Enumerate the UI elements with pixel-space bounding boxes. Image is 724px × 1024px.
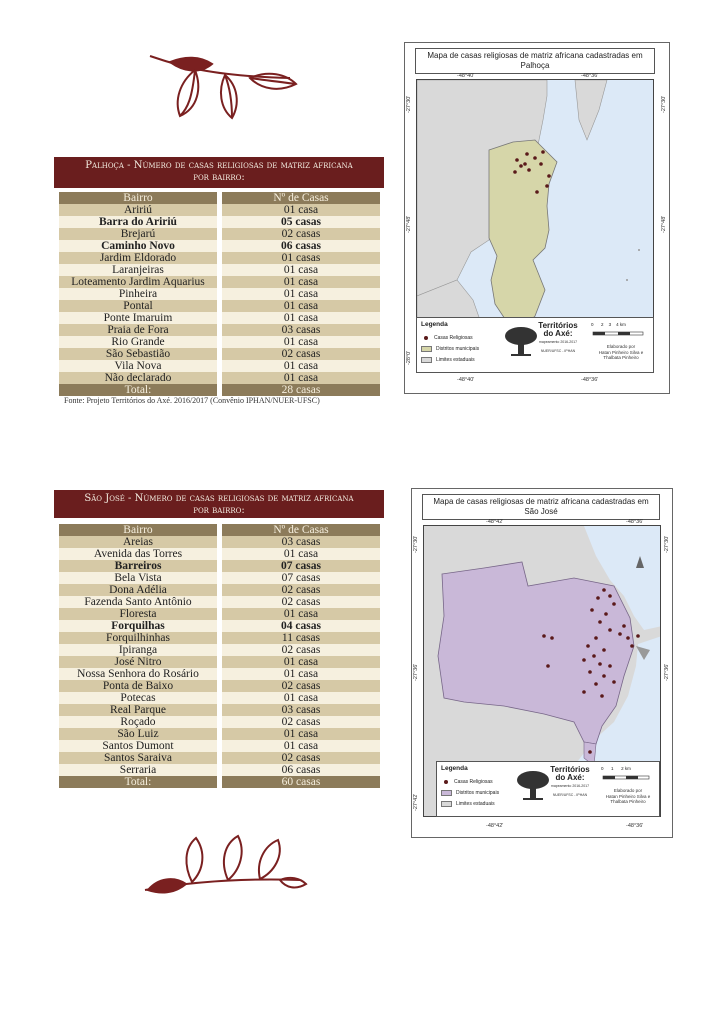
table-row: [59, 336, 380, 348]
credits-line2: Hatan Pinheiro Silva e: [605, 793, 651, 799]
palhoca-column-header: [59, 192, 380, 204]
casas-cell: 02 casas: [222, 596, 380, 608]
casas-cell: 07 casas: [222, 560, 380, 572]
house-point: [582, 690, 586, 694]
table-row: [59, 584, 380, 596]
casas-cell: 02 casas: [222, 752, 380, 764]
map-title-line2: São José: [524, 507, 558, 516]
saojose-legend: [436, 761, 660, 817]
brand-sub1: mapeamento 2016-2017: [538, 340, 578, 344]
bairro-cell: Aririú: [59, 204, 217, 216]
palhoca-map: [404, 42, 670, 394]
table-row: [59, 276, 380, 288]
lon-label-right-bottom: -48°36': [581, 377, 599, 383]
house-point: [612, 680, 616, 684]
table-row: [59, 740, 380, 752]
palhoca-table-header: [54, 157, 384, 188]
lat-label-top: -27°30': [406, 95, 412, 113]
casas-cell: 01 casa: [222, 608, 380, 620]
brand-line1: Territórios: [550, 765, 590, 774]
island-north: [575, 80, 607, 140]
table-row: [59, 288, 380, 300]
scale-tick: 1: [611, 766, 614, 771]
table-row: [59, 252, 380, 264]
legend-item-district: [421, 346, 479, 352]
table-row: [59, 752, 380, 764]
bairro-cell: Praia de Fora: [59, 324, 217, 336]
casas-cell: 01 casa: [222, 312, 380, 324]
casas-cell: 06 casas: [222, 240, 380, 252]
legend-item-district: [441, 790, 499, 796]
bairro-cell: Jardim Eldorado: [59, 252, 217, 264]
islet: [638, 249, 640, 251]
table-row: [59, 704, 380, 716]
bairro-cell: Brejarú: [59, 228, 217, 240]
house-point: [626, 636, 630, 640]
table-row: [59, 632, 380, 644]
lat-label-top-right: -27°30': [661, 95, 667, 113]
house-point: [542, 634, 546, 638]
house-point: [545, 184, 549, 188]
bairro-cell: São Luiz: [59, 728, 217, 740]
table-row: [59, 348, 380, 360]
casas-cell: 02 casas: [222, 348, 380, 360]
leaf-ornament-top: [140, 48, 300, 128]
casas-cell: 02 casas: [222, 644, 380, 656]
leaf-ornament-bottom: [140, 832, 310, 912]
lat-label-bottom: -28°0': [406, 350, 412, 365]
casas-cell: 06 casas: [222, 764, 380, 776]
scale-tick: 2 km: [621, 766, 631, 771]
palhoca-source-note: Fonte: Projeto Territórios do Axé. 2016/2017 (Convênio IPHAN/NUER-UFSC): [64, 396, 320, 405]
saojose-map: [411, 488, 673, 838]
map-credits: [597, 788, 659, 805]
district-swatch: [421, 346, 432, 352]
table-row: [59, 548, 380, 560]
lon-label-right-bottom: -48°36': [626, 823, 644, 829]
map-title-line1: Mapa de casas religiosas de matriz africana cadastradas em: [427, 51, 643, 60]
saojose-header-line2: por bairro:: [193, 505, 245, 516]
house-point: [622, 624, 626, 628]
table-row: [59, 656, 380, 668]
legend-item-limits: [421, 357, 475, 363]
brand-line2: do Axé:: [543, 329, 573, 338]
house-point: [547, 174, 551, 178]
house-point: [594, 636, 598, 640]
brand-name: [533, 322, 583, 338]
casas-cell: 03 casas: [222, 324, 380, 336]
casas-cell: 03 casas: [222, 704, 380, 716]
bairro-cell: Vila Nova: [59, 360, 217, 372]
column-header-casas: Nº de Casas: [222, 524, 380, 536]
lat-label-top: -27°30': [413, 535, 419, 553]
house-point: [608, 664, 612, 668]
column-header-bairro: Bairro: [59, 192, 217, 204]
legend-item-points: [421, 335, 473, 341]
table-row: [59, 572, 380, 584]
bairro-cell: Roçado: [59, 716, 217, 728]
casas-cell: 01 casa: [222, 656, 380, 668]
lon-label-left-bottom: -48°42': [486, 823, 504, 829]
house-point: [527, 168, 531, 172]
column-header-bairro: Bairro: [59, 524, 217, 536]
legend-item-points: [441, 779, 493, 785]
scale-tick: 4 km: [616, 322, 626, 327]
saojose-table-header: [54, 490, 384, 518]
house-point: [604, 612, 608, 616]
house-point: [519, 164, 523, 168]
brand-sub2: NUER/UFSC - IPHAN: [552, 793, 588, 797]
house-point: [598, 662, 602, 666]
saojose-map-title: [422, 494, 660, 520]
credits-line2: Hatan Pinheiro Silva e: [598, 349, 644, 355]
total-label: Total:: [59, 384, 217, 396]
bairro-cell: Barreiros: [59, 560, 217, 572]
lat-label-mid: -27°36': [413, 663, 419, 681]
scale-bar: [591, 328, 647, 336]
casas-cell: 01 casa: [222, 692, 380, 704]
legend-label: Distritos municipais: [436, 346, 480, 352]
house-point: [596, 596, 600, 600]
islet: [626, 279, 628, 281]
bairro-cell: Fazenda Santo Antônio: [59, 596, 217, 608]
legend-label: Casas Religiosas: [454, 779, 493, 785]
bairro-cell: Avenida das Torres: [59, 548, 217, 560]
brand-sub1: mapeamento 2016-2017: [550, 784, 590, 788]
bairro-cell: Laranjeiras: [59, 264, 217, 276]
scale-tick: 2: [601, 322, 604, 327]
saojose-column-header: [59, 524, 380, 536]
bairro-cell: Bela Vista: [59, 572, 217, 584]
bairro-cell: Forquilhas: [59, 620, 217, 632]
palhoca-district: [489, 140, 557, 334]
bairro-cell: Ponta de Baixo: [59, 680, 217, 692]
house-point: [541, 150, 545, 154]
bairro-cell: Pinheira: [59, 288, 217, 300]
house-point: [515, 158, 519, 162]
bairro-cell: Ipiranga: [59, 644, 217, 656]
bairro-cell: Forquilhinhas: [59, 632, 217, 644]
casas-cell: 01 casa: [222, 288, 380, 300]
lon-label-right: -48°36': [581, 73, 599, 79]
credits-line1: Elaborado por: [613, 788, 643, 793]
scale-labels: [601, 766, 657, 771]
house-point: [588, 670, 592, 674]
house-point: [550, 636, 554, 640]
bairro-cell: Serraria: [59, 764, 217, 776]
lat-label-top-right: -27°30': [664, 535, 670, 553]
table-row: [59, 228, 380, 240]
casas-cell: 01 casa: [222, 728, 380, 740]
scale-labels: [591, 322, 651, 327]
table-row: [59, 644, 380, 656]
bairro-cell: Floresta: [59, 608, 217, 620]
house-point: [533, 156, 537, 160]
bairro-cell: José Nitro: [59, 656, 217, 668]
casas-cell: 02 casas: [222, 584, 380, 596]
table-row: [59, 680, 380, 692]
casas-cell: 01 casa: [222, 300, 380, 312]
brand-line1: Territórios: [538, 321, 578, 330]
bairro-cell: São Sebastião: [59, 348, 217, 360]
table-row: [59, 560, 380, 572]
lat-label-mid: -27°48': [406, 215, 412, 233]
legend-label: Limites estaduais: [456, 801, 495, 807]
table-row: [59, 536, 380, 548]
bairro-cell: Pontal: [59, 300, 217, 312]
brand-sub2: NUER/UFSC - IPHAN: [540, 349, 576, 353]
house-point: [602, 588, 606, 592]
legend-label: Limites estaduais: [436, 357, 475, 363]
table-row: [59, 300, 380, 312]
bairro-cell: Caminho Novo: [59, 240, 217, 252]
casas-cell: 03 casas: [222, 536, 380, 548]
table-row: [59, 608, 380, 620]
table-row: [59, 360, 380, 372]
palhoca-legend: [416, 317, 654, 373]
house-point: [608, 594, 612, 598]
casas-cell: 01 casa: [222, 360, 380, 372]
lon-label-left: -48°42': [486, 519, 504, 525]
bairro-cell: Santos Dumont: [59, 740, 217, 752]
house-point: [590, 608, 594, 612]
scale-tick: 3: [608, 322, 612, 327]
legend-label: Distritos municipais: [456, 790, 500, 796]
bairro-cell: Nossa Senhora do Rosário: [59, 668, 217, 680]
house-point: [608, 628, 612, 632]
table-row: [59, 728, 380, 740]
total-label: Total:: [59, 776, 217, 788]
house-point: [546, 664, 550, 668]
palhoca-header-line1: Palhoça - Número de casas religiosas de matriz africana: [85, 160, 353, 171]
brand-line2: do Axé:: [555, 773, 585, 782]
credits-line3: Thalbata Pinheiro: [610, 799, 646, 804]
table-row: [59, 716, 380, 728]
lon-label-right: -48°36': [626, 519, 644, 525]
house-point: [630, 644, 634, 648]
house-point: [588, 750, 592, 754]
house-point: [525, 152, 529, 156]
bairro-cell: Ponte Imaruim: [59, 312, 217, 324]
table-row: [59, 620, 380, 632]
bairro-cell: Santos Saraiva: [59, 752, 217, 764]
table-row: [59, 312, 380, 324]
casas-cell: 01 casa: [222, 204, 380, 216]
palhoca-table: [59, 192, 380, 396]
limits-swatch: [441, 801, 452, 807]
house-point: [594, 682, 598, 686]
casas-cell: 01 casa: [222, 740, 380, 752]
table-row: [59, 216, 380, 228]
casas-cell: 02 casas: [222, 228, 380, 240]
bairro-cell: Real Parque: [59, 704, 217, 716]
bairro-cell: Não declarado: [59, 372, 217, 384]
palhoca-header-line2: por bairro:: [193, 172, 245, 183]
casas-cell: 02 casas: [222, 716, 380, 728]
point-symbol-icon: [424, 336, 428, 340]
scale-tick: 0: [601, 766, 604, 771]
table-row: [59, 764, 380, 776]
house-point: [602, 648, 606, 652]
total-value: 60 casas: [222, 776, 380, 788]
house-point: [582, 658, 586, 662]
house-point: [586, 644, 590, 648]
house-point: [618, 632, 622, 636]
lon-label-left: -48°40': [457, 73, 475, 79]
table-row: [59, 204, 380, 216]
lat-label-mid-right: -27°48': [661, 215, 667, 233]
casas-cell: 07 casas: [222, 572, 380, 584]
total-value: 28 casas: [222, 384, 380, 396]
bairro-cell: Barra do Aririú: [59, 216, 217, 228]
bairro-cell: Rio Grande: [59, 336, 217, 348]
casas-cell: 01 casa: [222, 372, 380, 384]
scale-tick: 0: [591, 322, 594, 327]
house-point: [592, 654, 596, 658]
saojose-table: [59, 524, 380, 788]
table-row: [59, 596, 380, 608]
bairro-cell: Areias: [59, 536, 217, 548]
casas-cell: 02 casas: [222, 680, 380, 692]
table-row: [59, 264, 380, 276]
house-point: [539, 162, 543, 166]
palhoca-map-title: [415, 48, 655, 74]
table-row: [59, 668, 380, 680]
house-point: [636, 634, 640, 638]
map-title-line2: Palhoça: [520, 61, 550, 70]
legend-label: Casas Religiosas: [434, 335, 473, 341]
bairro-cell: Loteamento Jardim Aquarius: [59, 276, 217, 288]
casas-cell: 05 casas: [222, 216, 380, 228]
legend-title: Legenda: [421, 321, 448, 328]
palhoca-total-row: [59, 384, 380, 396]
house-point: [612, 602, 616, 606]
table-row: [59, 372, 380, 384]
lat-label-mid-right: -27°36': [664, 663, 670, 681]
house-point: [535, 190, 539, 194]
point-symbol-icon: [444, 780, 448, 784]
casas-cell: 01 casas: [222, 252, 380, 264]
casas-cell: 04 casas: [222, 620, 380, 632]
house-point: [513, 170, 517, 174]
limits-swatch: [421, 357, 432, 363]
table-row: [59, 324, 380, 336]
legend-title: Legenda: [441, 765, 468, 772]
table-row: [59, 692, 380, 704]
casas-cell: 01 casa: [222, 276, 380, 288]
lat-label-bottom: -27°42': [413, 793, 419, 811]
house-point: [600, 694, 604, 698]
lon-label-left-bottom: -48°40': [457, 377, 475, 383]
house-point: [598, 620, 602, 624]
casas-cell: 01 casa: [222, 548, 380, 560]
house-point: [602, 674, 606, 678]
legend-item-limits: [441, 801, 495, 807]
map-credits: [589, 344, 653, 361]
bairro-cell: Potecas: [59, 692, 217, 704]
casas-cell: 01 casa: [222, 668, 380, 680]
house-point: [523, 162, 527, 166]
casas-cell: 11 casas: [222, 632, 380, 644]
table-row: [59, 240, 380, 252]
casas-cell: 01 casa: [222, 336, 380, 348]
casas-cell: 01 casa: [222, 264, 380, 276]
scale-bar: [601, 772, 653, 780]
saojose-header-line1: São José - Número de casas religiosas de matriz africana: [84, 493, 354, 504]
brand-name: [545, 766, 595, 782]
bairro-cell: Dona Adélia: [59, 584, 217, 596]
district-swatch: [441, 790, 452, 796]
credits-line1: Elaborado por: [606, 344, 636, 349]
column-header-casas: Nº de Casas: [222, 192, 380, 204]
credits-line3: Thalbata Pinheiro: [603, 355, 639, 360]
map-title-line1: Mapa de casas religiosas de matriz africana cadastradas em: [433, 497, 649, 506]
saojose-total-row: [59, 776, 380, 788]
